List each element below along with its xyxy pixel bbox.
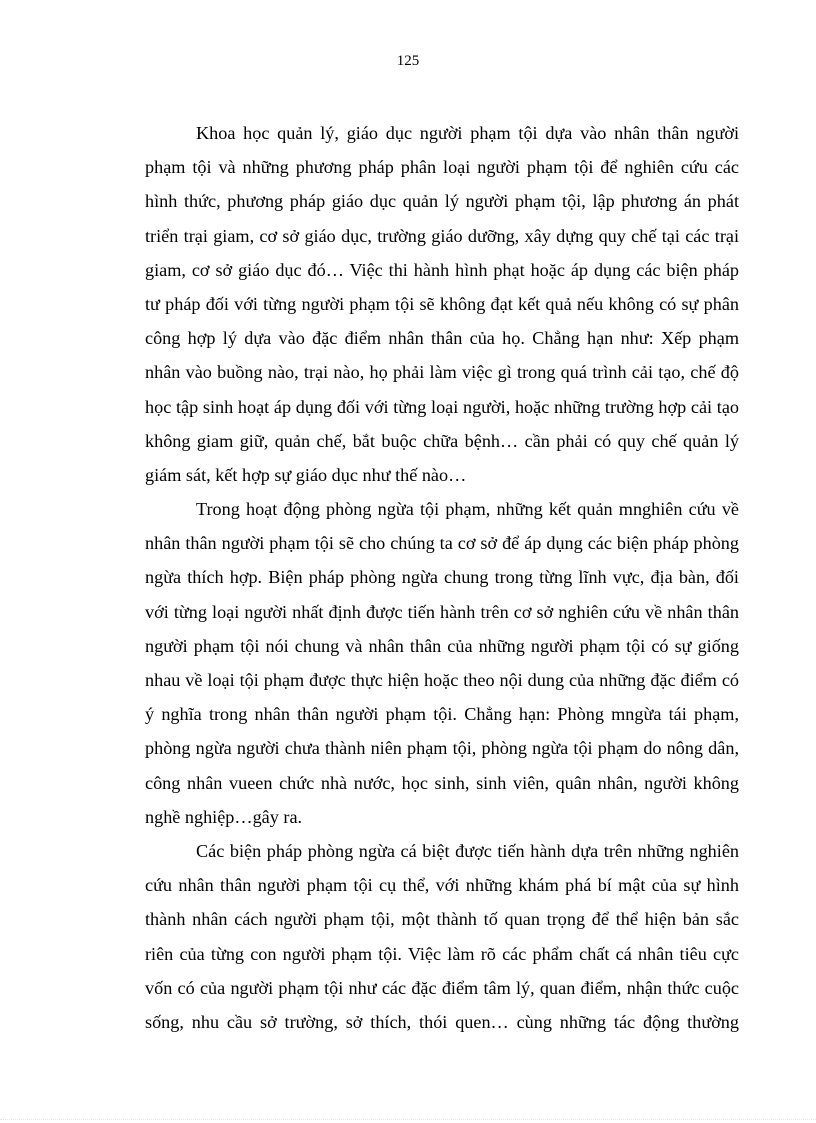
paragraph-line: nhân vào buồng nào, trại nào, họ phải làm việc gì trong quá trình cải tạo, chế độ [145,362,739,383]
paragraph-line: công nhân vueen chức nhà nước, học sinh, sinh viên, quân nhân, người không [145,772,739,793]
paragraph-line: phòng ngừa người chưa thành niên phạm tội, phòng ngừa tội phạm do nông dân, [145,738,739,759]
paragraph-line: ngừa thích hợp. Biện pháp phòng ngừa chung trong từng lĩnh vực, địa bàn, đối [145,567,739,588]
paragraph-line: nhân thân người phạm tội sẽ cho chúng ta cơ sở để áp dụng các biện pháp phòng [145,533,739,554]
paragraph-line: vốn có của người phạm tội như các đặc điểm tâm lý, quan điểm, nhận thức cuộc [145,977,739,998]
paragraph-line: cứu nhân thân người phạm tội cụ thể, với những khám phá bí mật của sự hình [145,875,739,896]
paragraph-line: tư pháp đối với từng người phạm tội sẽ không đạt kết quả nếu không có sự phân [145,293,739,314]
paragraph-2 [145,492,739,834]
paragraph-line: học tập sinh hoạt áp dụng đối với từng loại người, hoặc những trường hợp cải tạo [145,396,739,417]
paragraph-line: phạm tội và những phương pháp phân loại người phạm tội để nghiên cứu các [145,157,739,178]
paragraph-line: người phạm tội nói chung và nhân thân của những người phạm tội có sự giống [145,635,739,656]
paragraph-line: triển trại giam, cơ sở giáo dục, trường giáo dưỡng, xây dựng quy chế tại các trại [145,225,739,246]
body-text [145,116,739,1039]
paragraph-line: ý nghĩa trong nhân thân người phạm tội. Chẳng hạn: Phòng mngừa tái phạm, [145,704,739,725]
paragraph-line: công hợp lý dựa vào đặc điểm nhân thân của họ. Chẳng hạn như: Xếp phạm [145,328,739,349]
paragraph-line: Các biện pháp phòng ngừa cá biệt được tiến hành dựa trên những nghiên [196,840,739,861]
page-bottom-divider [0,1119,816,1120]
paragraph-line: với từng loại người nhất định được tiến hành trên cơ sở nghiên cứu về nhân thân [145,601,739,622]
page-number: 125 [396,53,420,69]
paragraph-1 [145,116,739,492]
paragraph-line: giám sát, kết hợp sự giáo dục như thế nào… [145,464,467,485]
paragraph-line: nhau về loại tội phạm được thực hiện hoặc theo nội dung của những đặc điểm có [145,670,739,690]
paragraph-line: hình thức, phương pháp giáo dục quản lý người phạm tội, lập phương án phát [145,191,739,212]
paragraph-3 [145,834,739,1039]
paragraph-line: giam, cơ sở giáo dục đó… Việc thi hành hình phạt hoặc áp dụng các biện pháp [145,259,739,280]
paragraph-line: Trong hoạt động phòng ngừa tội phạm, những kết quản mnghiên cứu về [196,499,739,520]
paragraph-line: thành nhân cách người phạm tội, một thành tố quan trọng để thể hiện bản sắc [145,909,739,930]
paragraph-line: Khoa học quản lý, giáo dục người phạm tội dựa vào nhân thân người [196,123,739,143]
paragraph-line: nghề nghiệp…gây ra. [145,806,303,827]
paragraph-line: không giam giữ, quản chế, bắt buộc chữa bệnh… cần phải có quy chế quản lý [145,430,739,451]
paragraph-line: sống, nhu cầu sở trường, sở thích, thói quen… cùng những tác động thường [145,1011,739,1032]
paragraph-line: riên của từng con người phạm tội. Việc làm rõ các phẩm chất cá nhân tiêu cực [145,943,739,964]
